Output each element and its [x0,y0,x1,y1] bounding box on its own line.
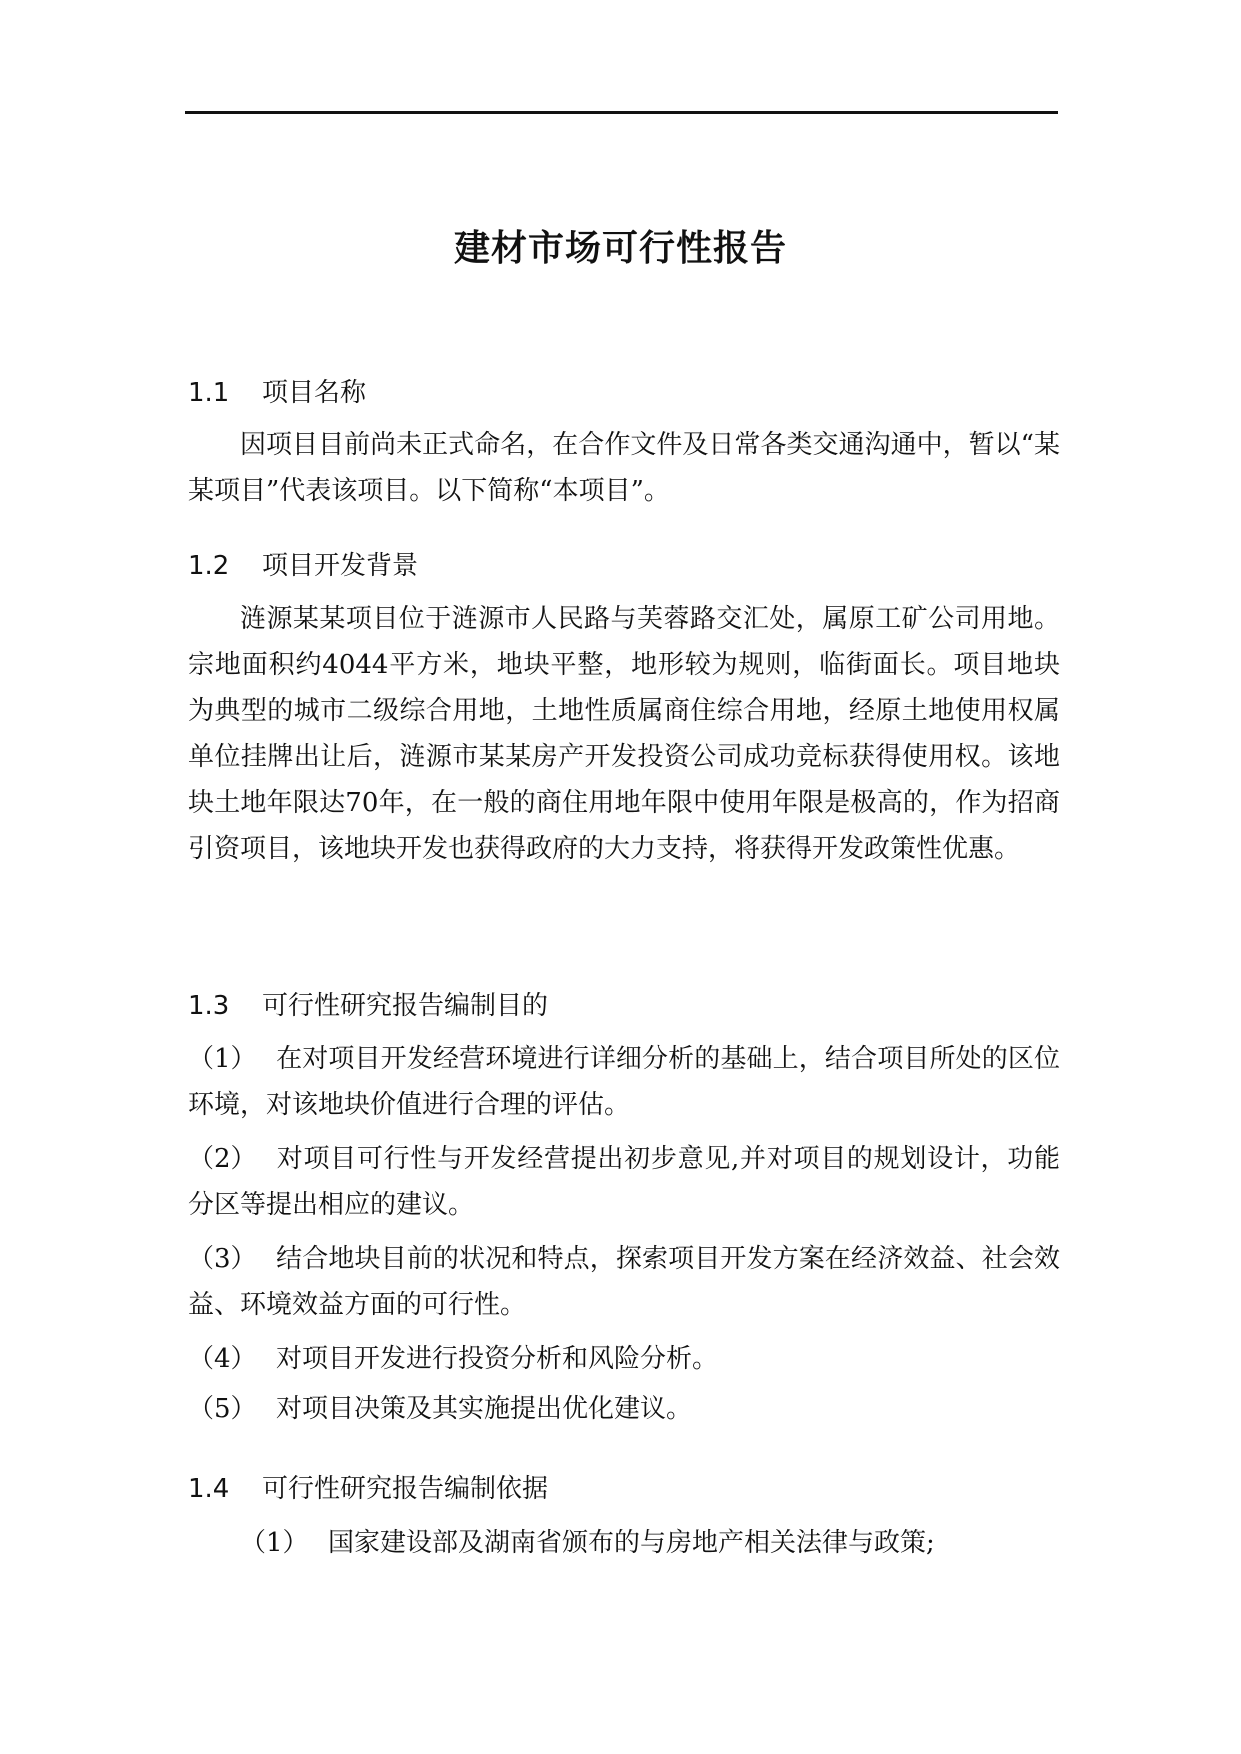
list-marker: （3） [188,1244,257,1274]
section-heading-1-2 [188,543,1060,589]
list-marker: （1） [188,1044,257,1074]
section-number: 1.3 [188,991,230,1021]
list-item [240,1520,1060,1566]
section-heading-1-3 [188,983,1060,1029]
list-marker: （1） [240,1528,309,1558]
section-number: 1.4 [188,1474,230,1504]
header-rule [185,111,1058,114]
section-title: 可行性研究报告编制目的 [262,991,549,1021]
paragraph-project-background: 涟源某某项目位于涟源市人民路与芙蓉路交汇处，属原工矿公司用地。宗地面积约4044平方米，地块平整，地形较为规则，临街面长。项目地块为典型的城市二级综合用地，土地性质属商住综合用地，经原土地使用权属单位挂牌出让后，涟源市某某房产开发投资公司成功竞标获得使用权。该地块土地年限达70年，在一般的商住用地年限中使用年限是极高的，作为招商引资项目，该地块开发也获得政府的大力支持，将获得开发政策性优惠。 [188,604,1060,864]
section-title: 可行性研究报告编制依据 [262,1474,549,1504]
list-text: 对项目开发进行投资分析和风险分析。 [276,1344,719,1374]
list-item [188,1036,1060,1128]
section-number: 1.2 [188,551,230,581]
list-text: 在对项目开发经营环境进行详细分析的基础上，结合项目所处的区位环境，对该地块价值进行合理的评估。 [188,1044,1060,1120]
list-text: 对项目可行性与开发经营提出初步意见,并对项目的规划设计，功能分区等提出相应的建议。 [188,1144,1060,1220]
section-title: 项目名称 [262,378,367,408]
list-marker: （2） [188,1144,257,1174]
list-marker: （5） [188,1394,257,1424]
list-item [188,1136,1060,1228]
list-text: 国家建设部及湖南省颁布的与房地产相关法律与政策; [328,1528,935,1558]
list-text: 结合地块目前的状况和特点，探索项目开发方案在经济效益、社会效益、环境效益方面的可行性。 [188,1244,1060,1320]
section-heading-1-1 [188,370,1060,416]
list-item [188,1386,1060,1432]
list-item [188,1236,1060,1328]
section-heading-1-4 [188,1466,1060,1512]
list-text: 对项目决策及其实施提出优化建议。 [276,1394,693,1424]
section-number: 1.1 [188,378,230,408]
document-title: 建材市场可行性报告 [453,228,787,269]
list-marker: （4） [188,1344,257,1374]
list-item [188,1336,1060,1382]
section-title: 项目开发背景 [262,551,419,581]
paragraph-project-name: 因项目目前尚未正式命名，在合作文件及日常各类交通沟通中，暂以“某某项目”代表该项目。以下简称“本项目”。 [188,430,1060,506]
